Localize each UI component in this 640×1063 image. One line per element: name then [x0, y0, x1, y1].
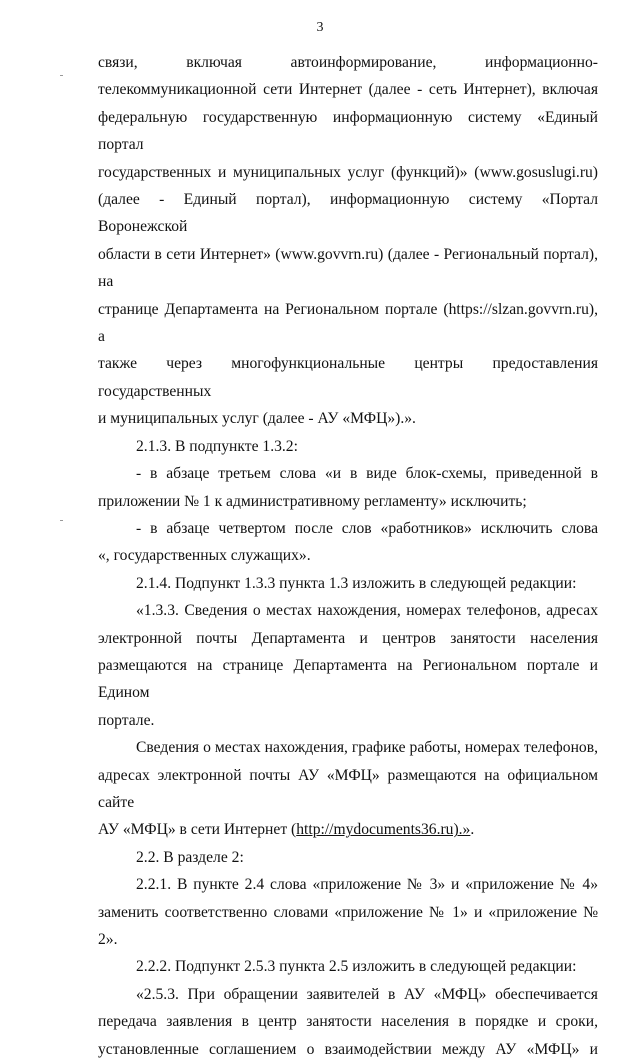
paragraph-continuation	[98, 49, 598, 433]
text-line: федеральную государственную информационную систему «Единый портал	[98, 108, 598, 154]
text-line: связи, включая автоинформирование, информационно-	[98, 54, 598, 71]
paragraph-2-2-2	[98, 953, 598, 980]
text-line: - в абзаце третьем слова «и в виде блок-схемы, приведенной в	[136, 465, 598, 483]
text-line: заменить соответственно словами «приложение № 1» и «приложение № 2».	[98, 903, 598, 948]
text-line: и муниципальных услуг (далее - АУ «МФЦ»).».	[98, 410, 416, 428]
text-line: «1.3.3. Сведения о местах нахождения, номерах телефонов, адресах	[136, 602, 598, 620]
document-body	[98, 49, 598, 1063]
text-fragment: .	[470, 821, 475, 839]
text-line: портале.	[98, 711, 155, 729]
text-line: области в сети Интернет» (www.govvrn.ru) (далее - Региональный портал), на	[98, 245, 598, 291]
paragraph-2-5-3	[98, 981, 598, 1063]
text-line: телекоммуникационной сети Интернет (далее - сеть Интернет), включая	[98, 81, 598, 99]
text-fragment: АУ «МФЦ» в сети Интернет (	[98, 821, 297, 839]
text-line: адресах электронной почты АУ «МФЦ» размещаются на официальном сайте	[98, 766, 598, 811]
text-line: установленные соглашением о взаимодействии между АУ «МФЦ» и	[98, 1040, 598, 1058]
mydocuments-link[interactable]: http://mydocuments36.ru).»	[296, 821, 471, 839]
margin-mark	[60, 75, 63, 76]
text-line: передача заявления в центр занятости населения в порядке и сроки,	[98, 1013, 598, 1031]
text-line: - в абзаце четвертом после слов «работников» исключить слова	[136, 519, 598, 537]
text-line: приложении № 1 к административному регламенту» исключить;	[98, 492, 527, 510]
text-line	[98, 816, 598, 843]
margin-mark	[60, 520, 63, 521]
text-line: также через многофункциональные центры предоставления государственных	[98, 355, 598, 400]
paragraph-2-1-3	[98, 433, 598, 460]
text-line: электронной почты Департамента и центров занятости населения	[98, 629, 598, 647]
paragraph-2-2	[98, 844, 598, 871]
paragraph-dash-item	[98, 460, 598, 515]
paragraph-dash-item	[98, 515, 598, 570]
paragraph-mfc-info	[98, 734, 598, 844]
text-line: 2.1.3. В подпункте 1.3.2:	[136, 437, 298, 455]
page-number: 3	[316, 20, 324, 35]
text-line: «2.5.3. При обращении заявителей в АУ «МФЦ» обеспечивается	[136, 985, 598, 1003]
paragraph-1-3-3	[98, 597, 598, 734]
text-line: (далее - Единый портал), информационную систему «Портал Воронежской	[98, 191, 598, 236]
text-line: Сведения о местах нахождения, графике работы, номерах телефонов,	[136, 739, 598, 757]
text-line: 2.2.2. Подпункт 2.5.3 пункта 2.5 изложить в следующей редакции:	[136, 958, 577, 976]
paragraph-2-2-1	[98, 871, 598, 953]
paragraph-2-1-4	[98, 570, 598, 597]
text-line: 2.2. В разделе 2:	[136, 848, 244, 866]
text-line: размещаются на странице Департамента на Региональном портале и Едином	[98, 656, 598, 702]
text-line: «, государственных служащих».	[98, 547, 311, 565]
text-line: 2.2.1. В пункте 2.4 слова «приложение № 3» и «приложение № 4»	[136, 876, 598, 894]
text-line: государственных и муниципальных услуг (функций)» (www.gosuslugi.ru)	[98, 163, 598, 181]
text-line: 2.1.4. Подпункт 1.3.3 пункта 1.3 изложить в следующей редакции:	[136, 574, 577, 592]
text-line: странице Департамента на Региональном портале (https://slzan.govvrn.ru), а	[98, 300, 598, 346]
